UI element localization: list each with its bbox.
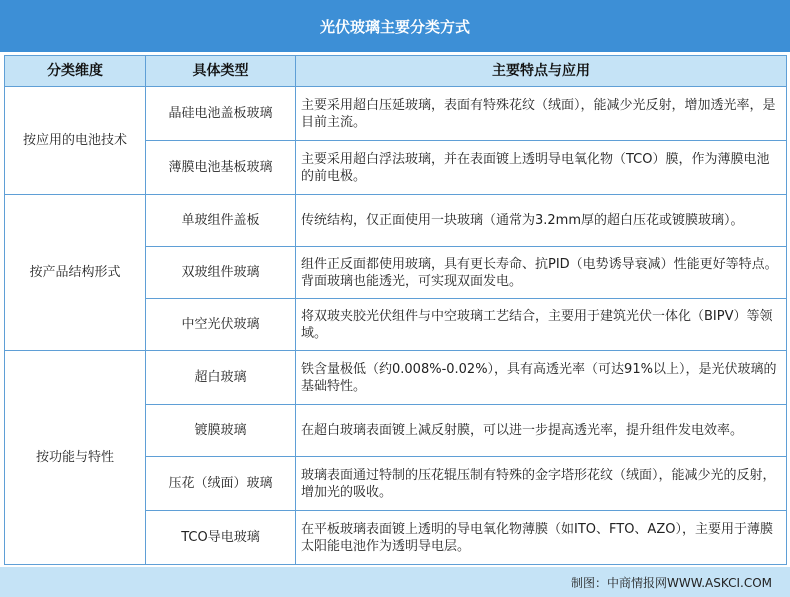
page-title: 光伏玻璃主要分类方式 [0,0,790,52]
type-cell: 薄膜电池基板玻璃 [146,141,296,195]
dimension-cell: 按应用的电池技术 [5,87,146,195]
feature-cell: 组件正反面都使用玻璃，具有更长寿命、抗PID（电势诱导衰减）性能更好等特点。背面玻璃也能透光，可实现双面发电。 [296,247,787,299]
type-cell: 超白玻璃 [146,351,296,405]
feature-cell: 玻璃表面通过特制的压花辊压制有特殊的金字塔形花纹（绒面），能减少光的反射，增加光的吸收。 [296,457,787,511]
dimension-cell: 按功能与特性 [5,351,146,565]
feature-cell: 在平板玻璃表面镀上透明的导电氧化物薄膜（如ITO、FTO、AZO），主要用于薄膜太阳能电池作为透明导电层。 [296,511,787,565]
feature-cell: 传统结构，仅正面使用一块玻璃（通常为3.2mm厚的超白压花或镀膜玻璃）。 [296,195,787,247]
table-header-row [5,56,787,87]
feature-cell: 主要采用超白压延玻璃，表面有特殊花纹（绒面），能减少光反射，增加透光率，是目前主流。 [296,87,787,141]
table-row [5,351,787,405]
feature-cell: 在超白玻璃表面镀上减反射膜，可以进一步提高透光率，提升组件发电效率。 [296,405,787,457]
table-row [5,195,787,247]
classification-table [4,55,787,565]
source-credit: 制图：中商情报网WWW.ASKCI.COM [0,567,790,597]
type-cell: 压花（绒面）玻璃 [146,457,296,511]
header-dimension: 分类维度 [5,56,146,87]
feature-cell: 铁含量极低（约0.008%-0.02%），具有高透光率（可达91%以上），是光伏玻璃的基础特性。 [296,351,787,405]
type-cell: TCO导电玻璃 [146,511,296,565]
table-row [5,87,787,141]
feature-cell: 将双玻夹胶光伏组件与中空玻璃工艺结合，主要用于建筑光伏一体化（BIPV）等领域。 [296,299,787,351]
type-cell: 晶硅电池盖板玻璃 [146,87,296,141]
dimension-cell: 按产品结构形式 [5,195,146,351]
feature-cell: 主要采用超白浮法玻璃，并在表面镀上透明导电氧化物（TCO）膜，作为薄膜电池的前电极。 [296,141,787,195]
type-cell: 中空光伏玻璃 [146,299,296,351]
header-feature: 主要特点与应用 [296,56,787,87]
header-type: 具体类型 [146,56,296,87]
type-cell: 单玻组件盖板 [146,195,296,247]
type-cell: 镀膜玻璃 [146,405,296,457]
type-cell: 双玻组件玻璃 [146,247,296,299]
